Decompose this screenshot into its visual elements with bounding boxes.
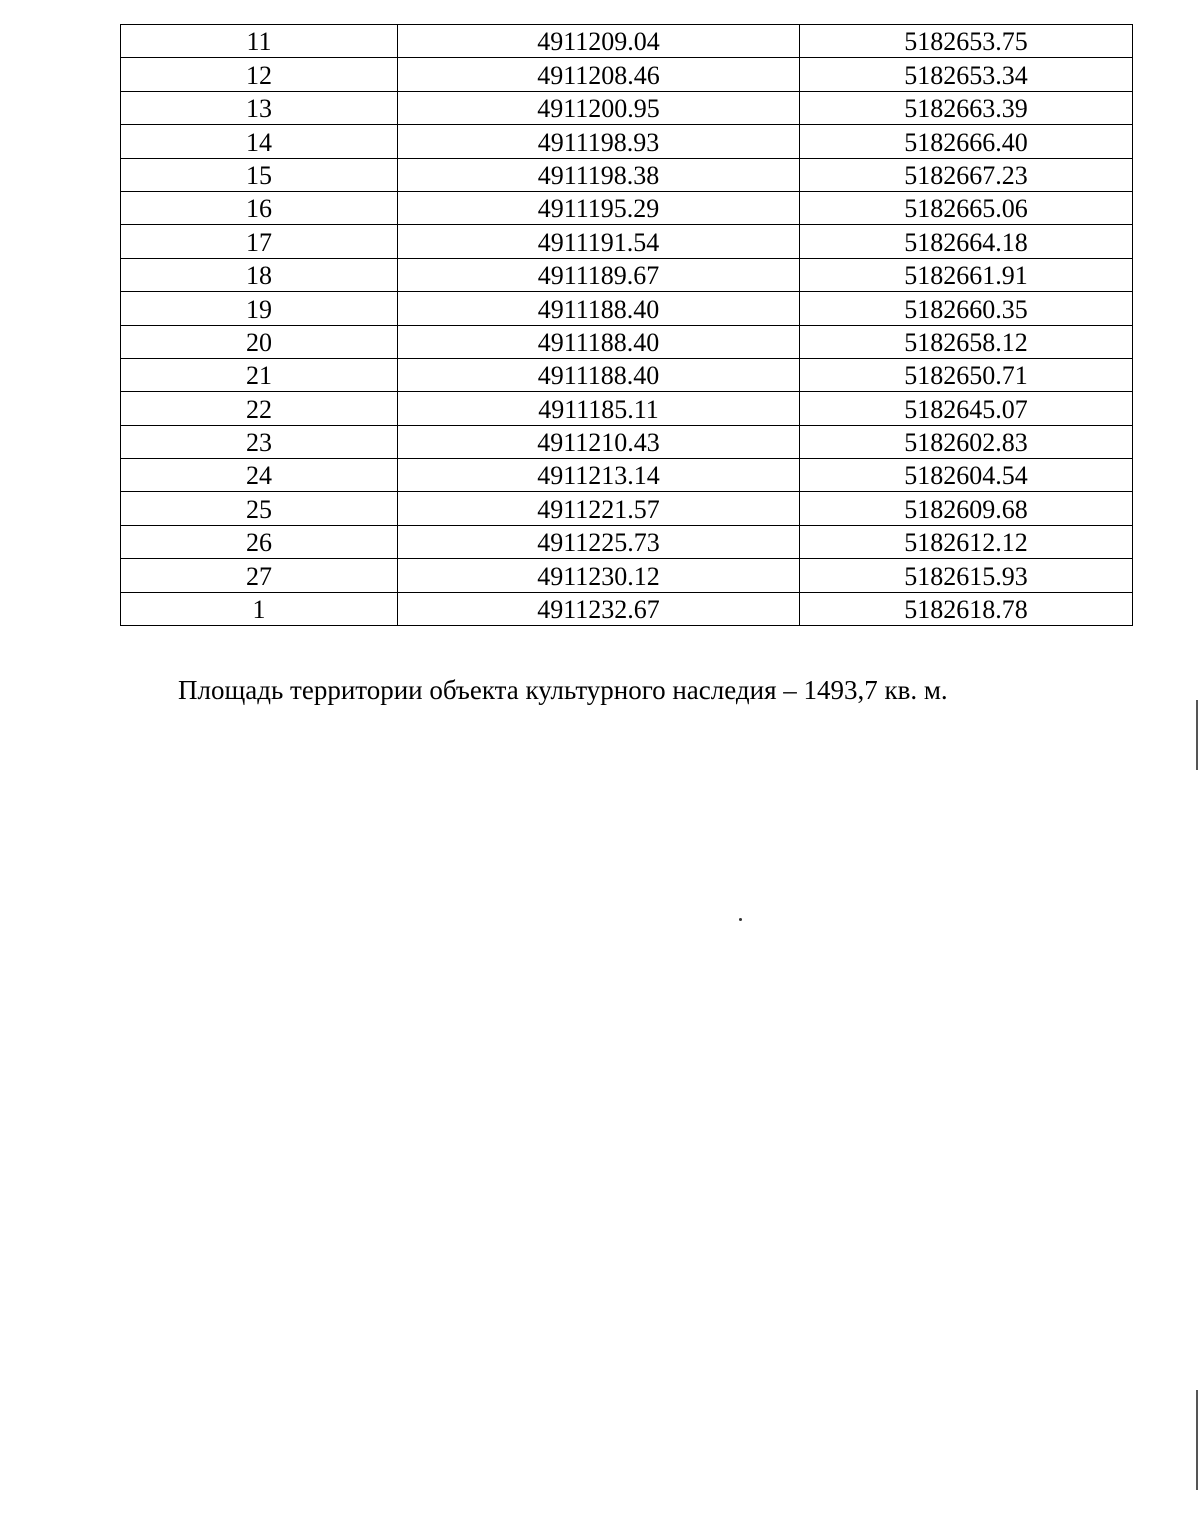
x-coordinate-cell: 4911210.43 — [398, 425, 800, 458]
point-number-cell: 18 — [121, 258, 398, 291]
y-coordinate-cell: 5182602.83 — [800, 425, 1133, 458]
y-coordinate-cell: 5182612.12 — [800, 525, 1133, 558]
x-coordinate-cell: 4911221.57 — [398, 492, 800, 525]
y-coordinate-cell: 5182665.06 — [800, 191, 1133, 224]
table-row — [121, 492, 1133, 525]
point-number-cell: 23 — [121, 425, 398, 458]
point-number-cell: 16 — [121, 191, 398, 224]
y-coordinate-cell: 5182653.75 — [800, 25, 1133, 58]
point-number-cell: 1 — [121, 592, 398, 625]
y-coordinate-cell: 5182615.93 — [800, 559, 1133, 592]
point-number-cell: 24 — [121, 459, 398, 492]
y-coordinate-cell: 5182666.40 — [800, 125, 1133, 158]
point-number-cell: 27 — [121, 559, 398, 592]
x-coordinate-cell: 4911230.12 — [398, 559, 800, 592]
point-number-cell: 20 — [121, 325, 398, 358]
point-number-cell: 19 — [121, 292, 398, 325]
y-coordinate-cell: 5182653.34 — [800, 58, 1133, 91]
point-number-cell: 21 — [121, 358, 398, 391]
x-coordinate-cell: 4911225.73 — [398, 525, 800, 558]
table-row — [121, 191, 1133, 224]
x-coordinate-cell: 4911198.38 — [398, 158, 800, 191]
table-row — [121, 125, 1133, 158]
point-number-cell: 13 — [121, 91, 398, 124]
x-coordinate-cell: 4911208.46 — [398, 58, 800, 91]
table-row — [121, 592, 1133, 625]
point-number-cell: 22 — [121, 392, 398, 425]
coordinates-table-body — [121, 25, 1133, 626]
y-coordinate-cell: 5182664.18 — [800, 225, 1133, 258]
table-row — [121, 258, 1133, 291]
table-row — [121, 25, 1133, 58]
x-coordinate-cell: 4911188.40 — [398, 292, 800, 325]
x-coordinate-cell: 4911185.11 — [398, 392, 800, 425]
table-row — [121, 525, 1133, 558]
x-coordinate-cell: 4911195.29 — [398, 191, 800, 224]
scan-edge-mark — [1196, 1390, 1198, 1490]
table-row — [121, 358, 1133, 391]
table-row — [121, 559, 1133, 592]
x-coordinate-cell: 4911188.40 — [398, 325, 800, 358]
table-row — [121, 225, 1133, 258]
y-coordinate-cell: 5182658.12 — [800, 325, 1133, 358]
table-row — [121, 459, 1133, 492]
table-row — [121, 392, 1133, 425]
point-number-cell: 17 — [121, 225, 398, 258]
scan-edge-mark — [1196, 700, 1198, 770]
y-coordinate-cell: 5182609.68 — [800, 492, 1133, 525]
x-coordinate-cell: 4911188.40 — [398, 358, 800, 391]
point-number-cell: 26 — [121, 525, 398, 558]
x-coordinate-cell: 4911209.04 — [398, 25, 800, 58]
x-coordinate-cell: 4911213.14 — [398, 459, 800, 492]
coordinates-table — [120, 24, 1133, 626]
y-coordinate-cell: 5182667.23 — [800, 158, 1133, 191]
table-row — [121, 425, 1133, 458]
table-row — [121, 58, 1133, 91]
y-coordinate-cell: 5182663.39 — [800, 91, 1133, 124]
point-number-cell: 25 — [121, 492, 398, 525]
point-number-cell: 15 — [121, 158, 398, 191]
x-coordinate-cell: 4911189.67 — [398, 258, 800, 291]
point-number-cell: 14 — [121, 125, 398, 158]
point-number-cell: 12 — [121, 58, 398, 91]
y-coordinate-cell: 5182660.35 — [800, 292, 1133, 325]
table-row — [121, 292, 1133, 325]
x-coordinate-cell: 4911191.54 — [398, 225, 800, 258]
scan-speck — [739, 918, 742, 921]
y-coordinate-cell: 5182645.07 — [800, 392, 1133, 425]
y-coordinate-cell: 5182661.91 — [800, 258, 1133, 291]
table-row — [121, 158, 1133, 191]
point-number-cell: 11 — [121, 25, 398, 58]
y-coordinate-cell: 5182604.54 — [800, 459, 1133, 492]
y-coordinate-cell: 5182618.78 — [800, 592, 1133, 625]
y-coordinate-cell: 5182650.71 — [800, 358, 1133, 391]
table-row — [121, 91, 1133, 124]
x-coordinate-cell: 4911198.93 — [398, 125, 800, 158]
area-statement: Площадь территории объекта культурного наследия – 1493,7 кв. м. — [178, 675, 948, 705]
x-coordinate-cell: 4911200.95 — [398, 91, 800, 124]
x-coordinate-cell: 4911232.67 — [398, 592, 800, 625]
table-row — [121, 325, 1133, 358]
